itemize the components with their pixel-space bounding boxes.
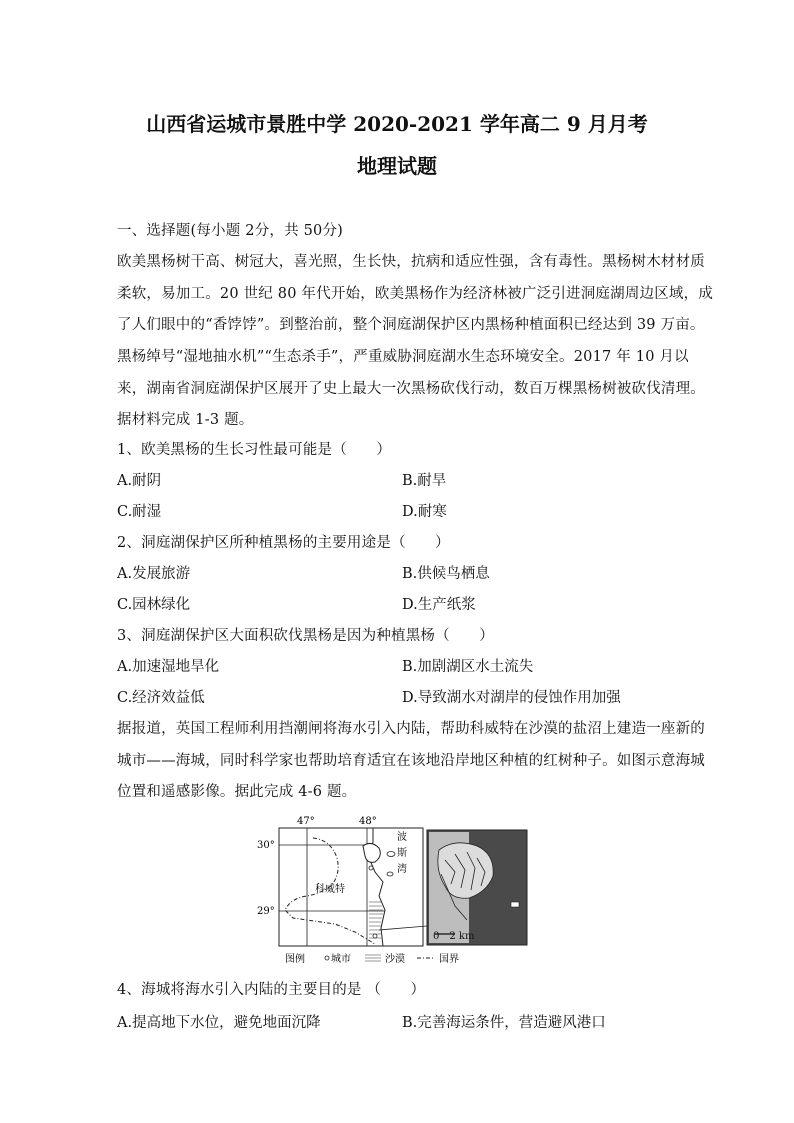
- question-stem: 1、欧美黑杨的生长习性最可能是（ ）: [117, 442, 392, 458]
- gulf-label-3: 湾: [397, 864, 407, 875]
- passage-1-line: 黑杨绰号“湿地抽水机”“生态杀手”，严重威胁洞庭湖水生态环境安全。2017 年 10 月以: [117, 349, 689, 365]
- legend-city: 城市: [331, 954, 351, 965]
- passage-1-line: 据材料完成 1-3 题。: [117, 412, 254, 428]
- lon-label-47: 47°: [297, 816, 315, 827]
- passage-1-line: 柔软，易加工。20 世纪 80 年代开始，欧美黑杨作为经济林被广泛引进洞庭湖周边区域，成: [117, 286, 714, 302]
- option-c[interactable]: C.经济效益低: [117, 690, 205, 706]
- option-a[interactable]: A.耐阴: [117, 473, 162, 489]
- lat-label-30: 30°: [257, 840, 275, 851]
- scale-label: 0 2 km: [433, 931, 475, 942]
- option-c[interactable]: C.园林绿化: [117, 597, 191, 613]
- passage-2-line: 城市——海城，同时科学家也帮助培育适宜在该地沿岸地区种植的红树种子。如图示意海城: [117, 753, 705, 769]
- page-subtitle: 地理试题: [357, 154, 437, 178]
- page-title: 山西省运城市景胜中学 2020-2021 学年高二 9 月月考: [146, 112, 648, 136]
- lon-label-48: 48°: [359, 816, 377, 827]
- city-dot: [373, 934, 377, 938]
- question-stem: 2、洞庭湖保护区所种植黑杨的主要用途是（ ）: [117, 535, 450, 551]
- legend-desert-symbol: [365, 955, 381, 961]
- gulf-label-1: 波: [397, 832, 407, 843]
- island: [387, 872, 393, 876]
- option-a[interactable]: A.发展旅游: [117, 566, 191, 582]
- inset-marker: [511, 902, 519, 907]
- lat-label-29: 29°: [257, 906, 275, 917]
- option-d[interactable]: D.生产纸浆: [402, 597, 476, 613]
- legend-title: 图例: [285, 954, 305, 965]
- option-a[interactable]: A.提高地下水位，避免地面沉降: [117, 1015, 321, 1031]
- option-d[interactable]: D.导致湖水对湖岸的侵蚀作用加强: [402, 690, 621, 706]
- legend-desert: 沙漠: [385, 954, 405, 965]
- island: [387, 852, 395, 857]
- question-stem: 4、海城将海水引入内陆的主要目的是 （ ）: [117, 982, 426, 998]
- passage-2-line: 位置和遥感影像。据此完成 4-6 题。: [117, 784, 357, 800]
- city-dot: [369, 866, 373, 870]
- country-label: 科威特: [315, 884, 345, 895]
- option-d[interactable]: D.耐寒: [402, 504, 447, 520]
- option-b[interactable]: B.供候鸟栖息: [402, 566, 490, 582]
- passage-1-line: 欧美黑杨树干高、树冠大，喜光照，生长快，抗病和适应性强，含有毒性。黑杨树木材材质: [117, 254, 705, 270]
- passage-1-line: 来，湖南省洞庭湖保护区展开了史上最大一次黑杨砍伐行动，数百万棵黑杨树被砍伐清理。: [117, 381, 705, 397]
- option-b[interactable]: B.完善海运条件，营造避风港口: [402, 1015, 606, 1031]
- option-b[interactable]: B.耐旱: [402, 473, 447, 489]
- passage-1-line: 了人们眼中的“香饽饽”。到整治前，整个洞庭湖保护区内黑杨种植面积已经达到 39 万亩。: [117, 317, 705, 333]
- option-c[interactable]: C.耐湿: [117, 504, 162, 520]
- question-stem: 3、洞庭湖保护区大面积砍伐黑杨是因为种植黑杨（ ）: [117, 628, 494, 644]
- option-b[interactable]: B.加剧湖区水土流失: [402, 659, 534, 675]
- passage-2-line: 据报道，英国工程师利用挡潮闸将海水引入内陆，帮助科威特在沙漠的盐沼上建造一座新的: [117, 721, 705, 737]
- legend-border: 国界: [439, 954, 459, 965]
- gulf-label-2: 斯: [397, 848, 407, 859]
- kuwait-map-figure: [255, 810, 545, 970]
- option-a[interactable]: A.加速湿地旱化: [117, 659, 220, 675]
- legend-city-symbol: [325, 956, 329, 960]
- section-heading: 一、选择题(每小题 2分，共 50分): [117, 223, 344, 239]
